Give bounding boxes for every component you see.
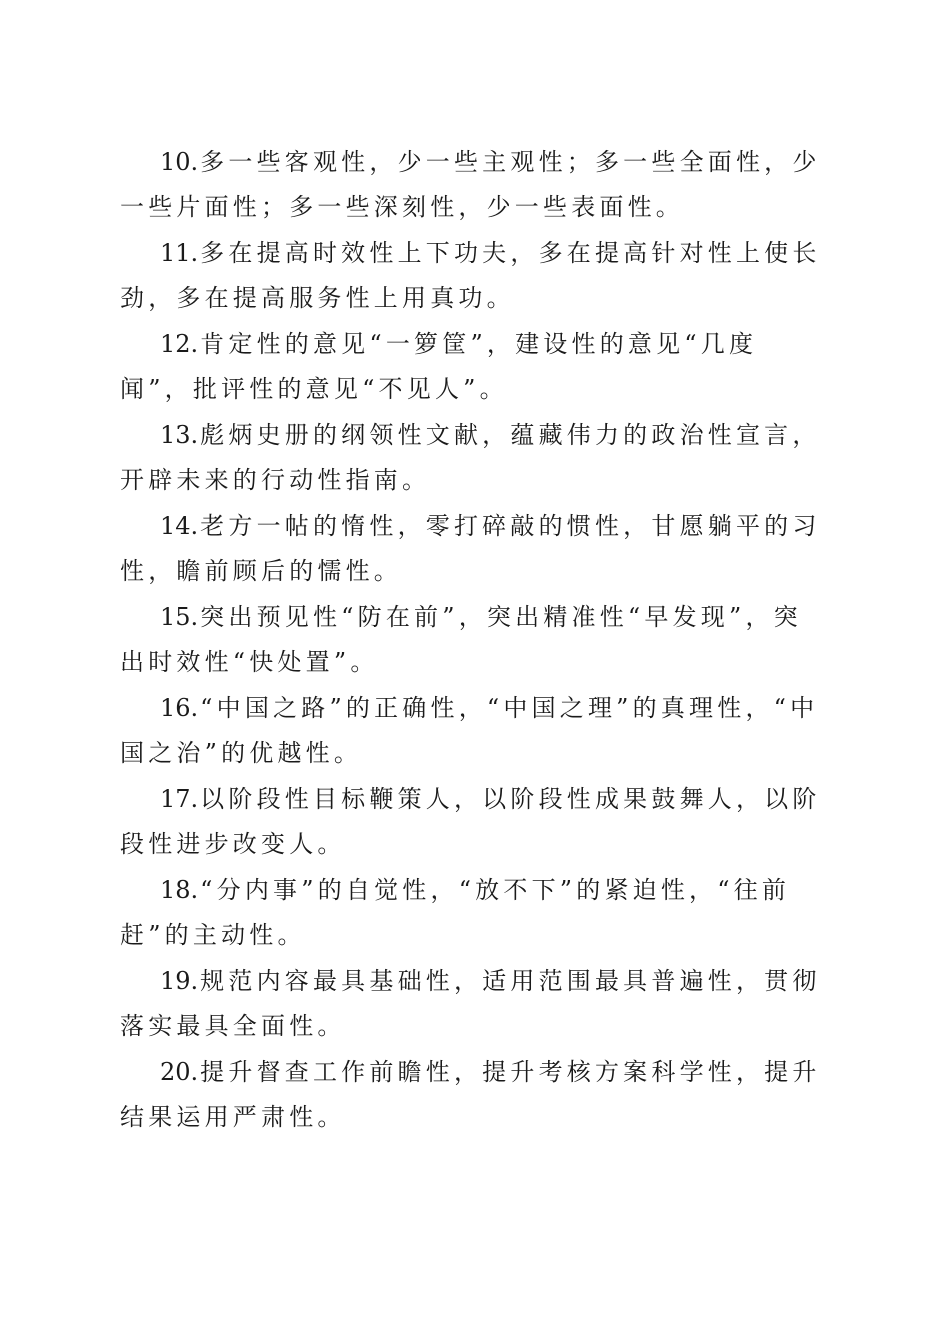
item-number: 16.	[160, 694, 199, 722]
item-number: 14.	[160, 512, 199, 540]
list-item	[120, 504, 825, 594]
item-text: 肯定性的意见“一箩筐”，建设性的意见“几度闻”，批评性的意见“不见人”。	[120, 330, 758, 403]
item-text: 多一些客观性，少一些主观性；多一些全面性，少一些片面性；多一些深刻性，少一些表面性。	[120, 148, 821, 221]
item-number: 17.	[160, 785, 199, 813]
item-number: 12.	[160, 330, 199, 358]
item-number: 20.	[160, 1058, 199, 1086]
item-number: 15.	[160, 603, 199, 631]
list-item	[120, 1050, 825, 1140]
list-item	[120, 686, 825, 776]
item-text: 规范内容最具基础性，适用范围最具普遍性，贯彻落实最具全面性。	[120, 967, 821, 1040]
list-item	[120, 777, 825, 867]
list-item	[120, 959, 825, 1049]
item-number: 11.	[160, 239, 199, 267]
list-item	[120, 140, 825, 230]
item-number: 19.	[160, 967, 199, 995]
list-item	[120, 231, 825, 321]
list-item	[120, 868, 825, 958]
list-item	[120, 322, 825, 412]
document-body	[120, 140, 825, 1141]
item-text: 提升督查工作前瞻性，提升考核方案科学性，提升结果运用严肃性。	[120, 1058, 821, 1131]
item-text: “分内事”的自觉性，“放不下”的紧迫性，“往前赶”的主动性。	[120, 876, 791, 949]
item-number: 13.	[160, 421, 199, 449]
item-text: 多在提高时效性上下功夫，多在提高针对性上使长劲，多在提高服务性上用真功。	[120, 239, 821, 312]
item-number: 18.	[160, 876, 199, 904]
list-item	[120, 595, 825, 685]
item-number: 10.	[160, 148, 199, 176]
item-text: 老方一帖的惰性，零打碎敲的惯性，甘愿躺平的习性，瞻前顾后的懦性。	[120, 512, 821, 585]
item-text: 突出预见性“防在前”，突出精准性“早发现”，突出时效性“快处置”。	[120, 603, 802, 676]
item-text: “中国之路”的正确性，“中国之理”的真理性，“中国之治”的优越性。	[120, 694, 819, 767]
item-text: 以阶段性目标鞭策人，以阶段性成果鼓舞人，以阶段性进步改变人。	[120, 785, 821, 858]
list-item	[120, 413, 825, 503]
item-text: 彪炳史册的纲领性文献，蕴藏伟力的政治性宣言，开辟未来的行动性指南。	[120, 421, 821, 494]
